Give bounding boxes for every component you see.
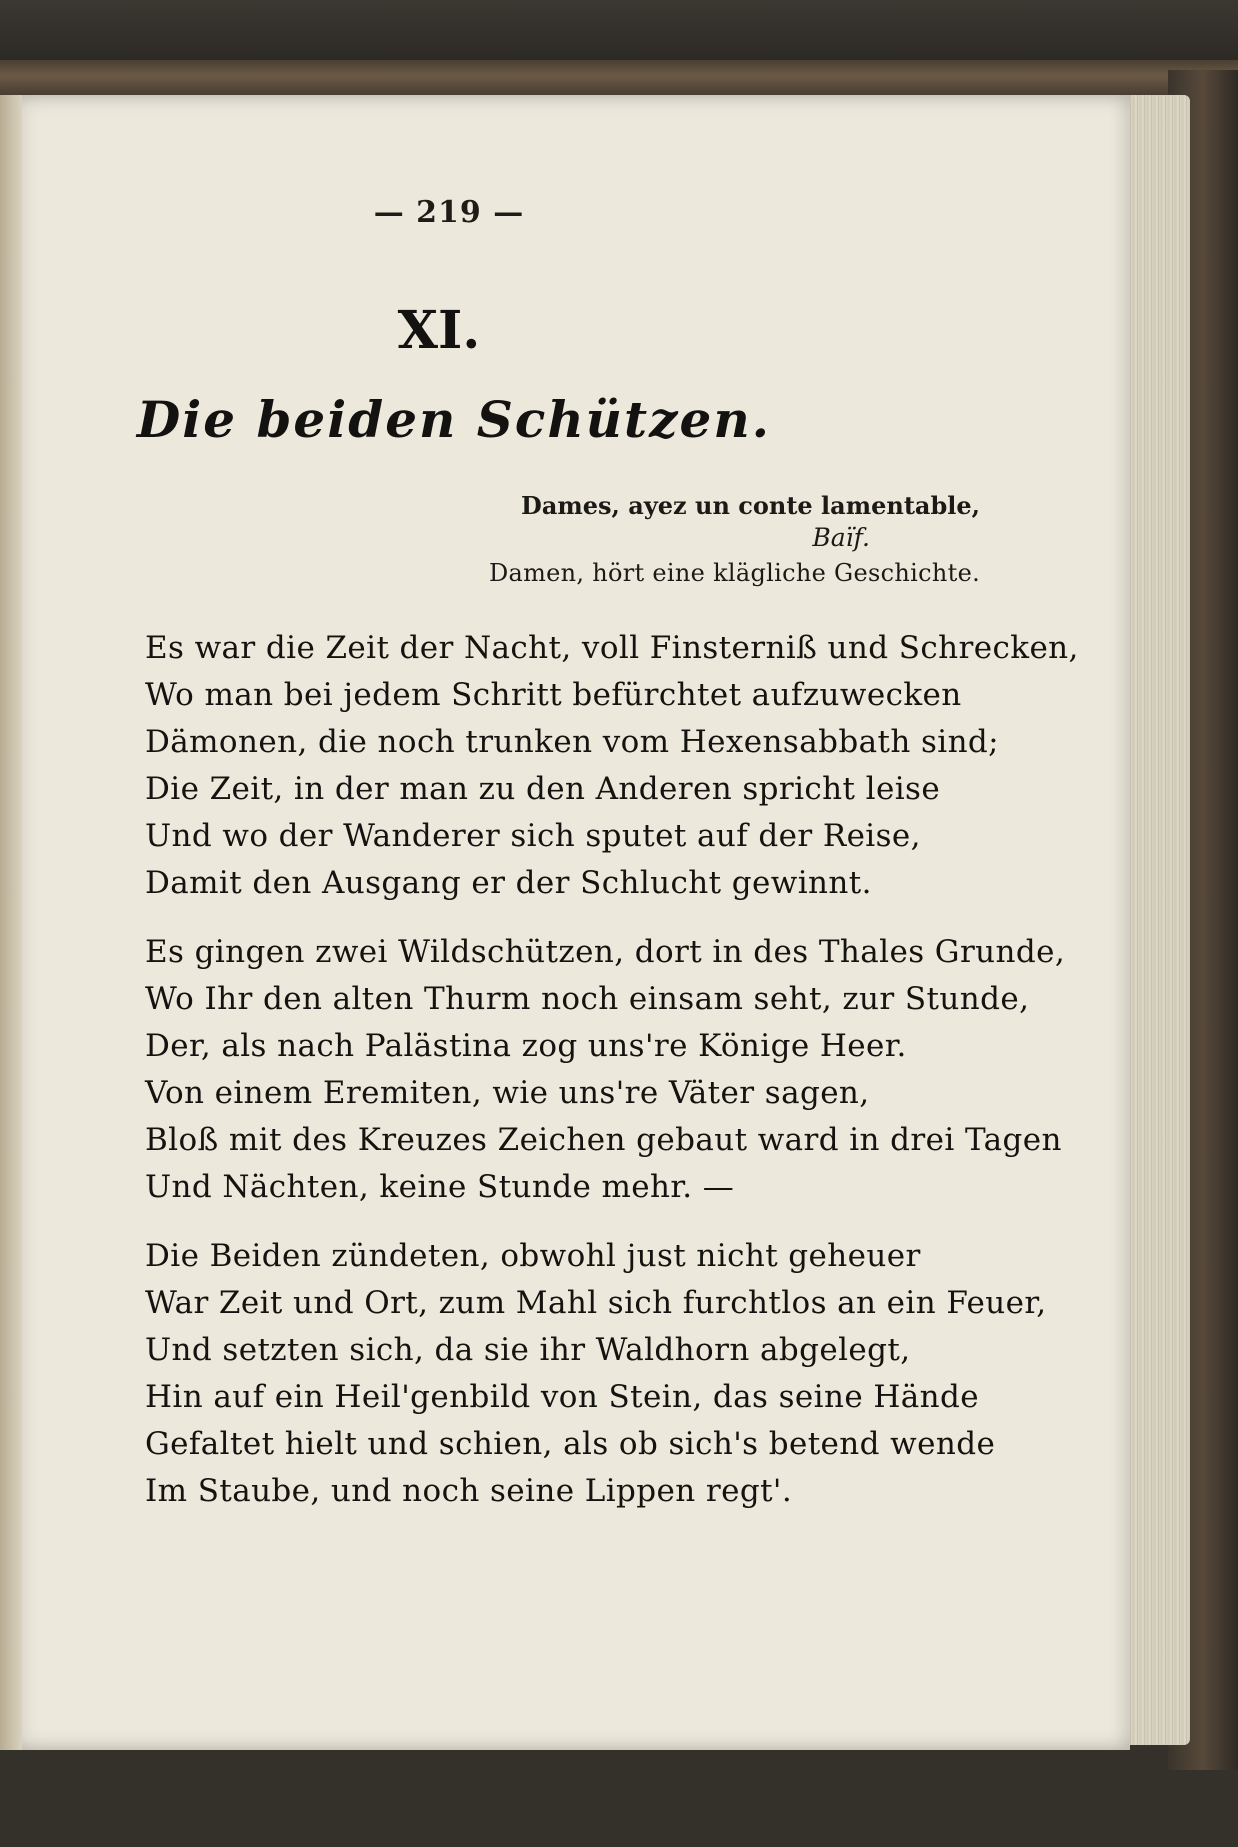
page-number: — 219 — xyxy=(373,195,525,230)
verse-line: Damit den Ausgang er der Schlucht gewinnt. xyxy=(145,865,872,901)
verse-line: Es war die Zeit der Nacht, voll Finsterniß und Schrecken, xyxy=(145,630,1079,666)
book-cover-top-edge xyxy=(0,60,1238,100)
verse-line: Bloß mit des Kreuzes Zeichen gebaut ward in drei Tagen xyxy=(145,1122,1062,1158)
verse-line: Es gingen zwei Wildschützen, dort in des Thales Grunde, xyxy=(145,934,1066,970)
stanza xyxy=(145,929,1066,1211)
verse-line: Im Staube, und noch seine Lippen regt'. xyxy=(145,1473,793,1509)
verse-line: Wo Ihr den alten Thurm noch einsam seht, zur Stunde, xyxy=(145,981,1030,1017)
verse-line: Von einem Eremiten, wie uns're Väter sagen, xyxy=(145,1075,870,1111)
verse-line: Gefaltet hielt und schien, als ob sich's betend wende xyxy=(145,1426,996,1462)
verse-line: Die Beiden zündeten, obwohl just nicht geheuer xyxy=(145,1238,921,1274)
verse-line: Und setzten sich, da sie ihr Waldhorn abgelegt, xyxy=(145,1332,911,1368)
verse-line: War Zeit und Ort, zum Mahl sich furchtlos an ein Feuer, xyxy=(145,1285,1047,1321)
epigraph xyxy=(400,490,980,592)
poem-body xyxy=(145,625,1079,1537)
verse-line: Und wo der Wanderer sich sputet auf der Reise, xyxy=(145,818,921,854)
chapter-title: Die beiden Schützen. xyxy=(136,390,772,449)
epigraph-author: Baïf. xyxy=(812,523,870,552)
verse-line: Dämonen, die noch trunken vom Hexensabbath sind; xyxy=(145,724,1000,760)
verse-line: Der, als nach Palästina zog uns're Könige Heer. xyxy=(145,1028,907,1064)
verse-line: Hin auf ein Heil'genbild von Stein, das seine Hände xyxy=(145,1379,979,1415)
verse-line: Wo man bei jedem Schritt befürchtet aufzuwecken xyxy=(145,677,962,713)
chapter-number: XI. xyxy=(397,300,481,361)
verse-line: Und Nächten, keine Stunde mehr. — xyxy=(145,1169,735,1205)
verse-line: Die Zeit, in der man zu den Anderen spricht leise xyxy=(145,771,941,807)
epigraph-translation: Damen, hört eine klägliche Geschichte. xyxy=(488,559,980,587)
stanza xyxy=(145,625,1079,907)
epigraph-quote: Dames, ayez un conte lamentable, xyxy=(521,491,980,520)
stanza xyxy=(145,1233,1047,1515)
